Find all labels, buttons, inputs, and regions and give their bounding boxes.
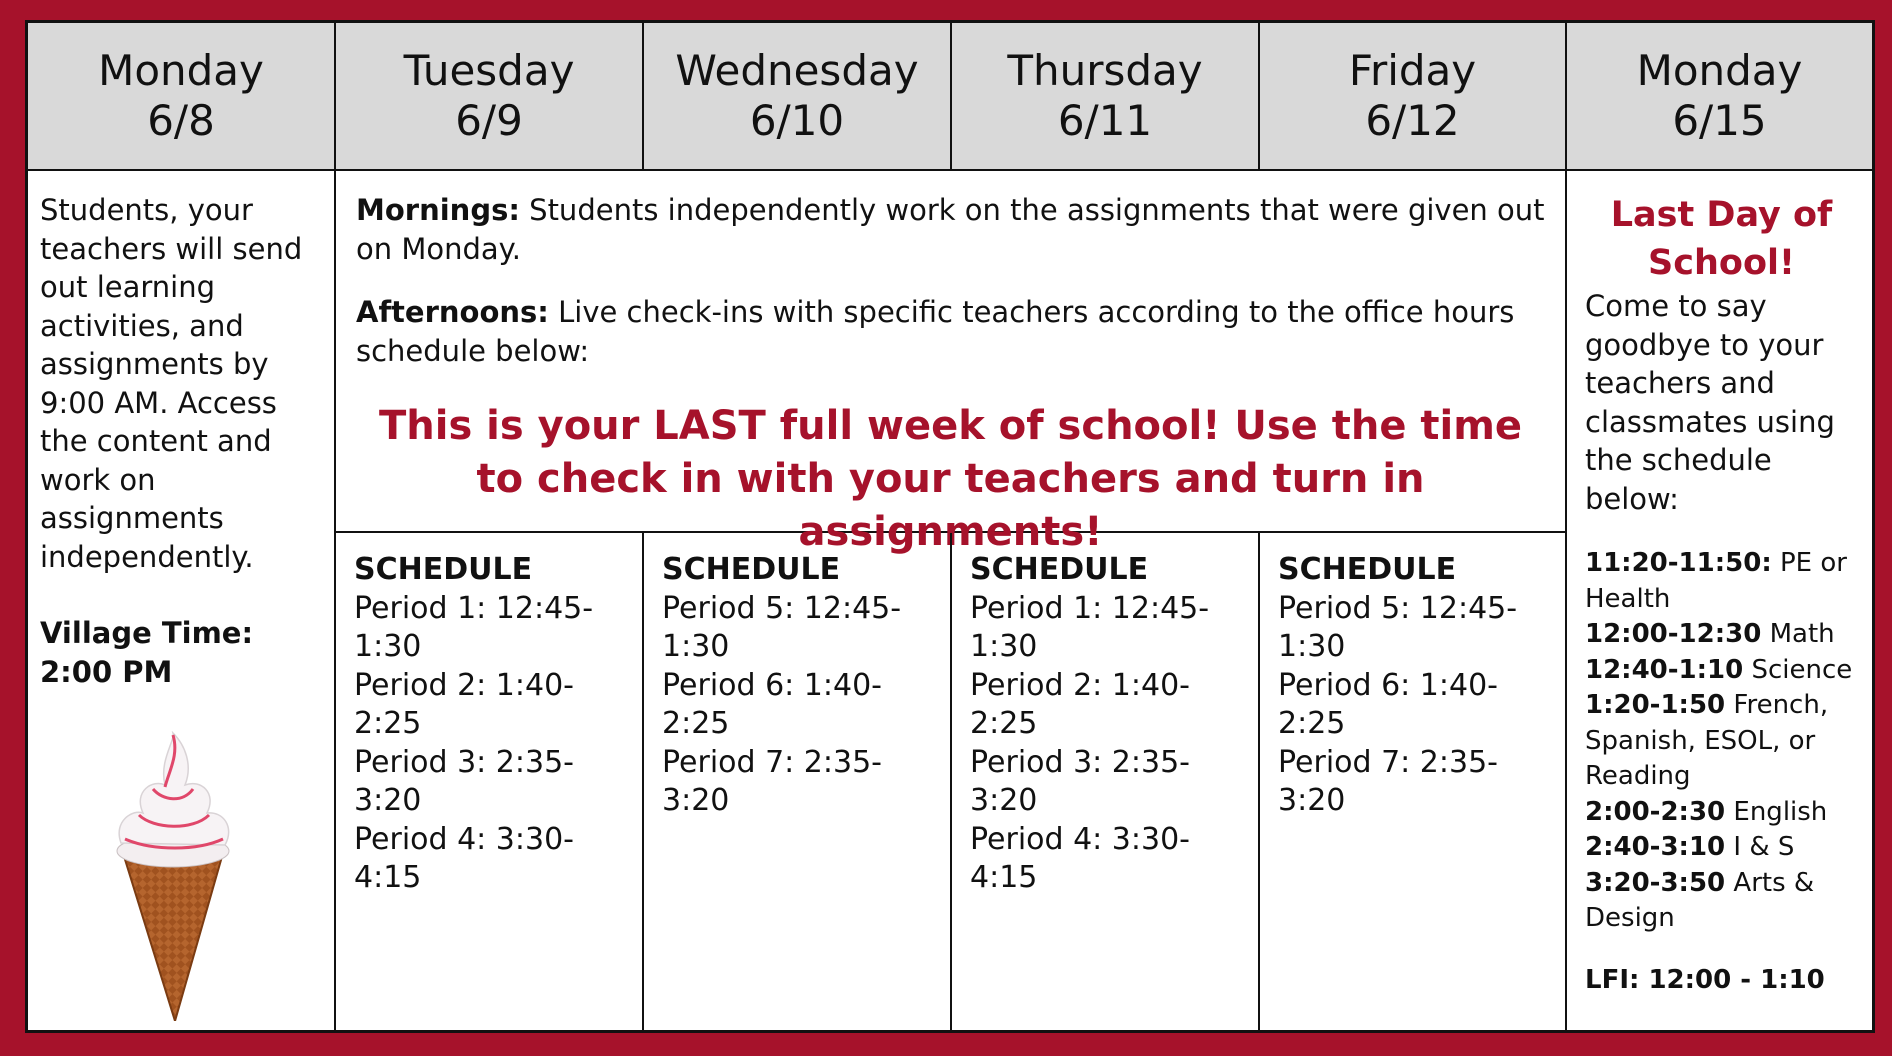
mornings-label: Mornings: [356,193,520,227]
slot-row [1585,653,1858,689]
day-date: 6/11 [1057,96,1153,145]
last-day-title-line: School! [1648,243,1795,283]
last-day-title-line: Last Day of [1610,195,1833,235]
schedule-period: Period 3: 2:35-3:20 [970,744,1191,818]
slot-subject: I & S [1725,832,1795,862]
weekly-calendar [25,20,1875,1033]
slot-subject: English [1725,796,1828,827]
day-name: Friday [1348,46,1477,95]
village-time-label: Village Time: [40,616,254,650]
schedule-period: Period 4: 3:30-4:15 [354,821,575,895]
midweek-instructions [336,171,1567,555]
day-date: 6/9 [455,96,523,145]
afternoons-label: Afternoons: [356,295,549,329]
schedule-period: Period 6: 1:40-2:25 [1278,667,1499,741]
schedule-period: Period 5: 12:45-1:30 [662,590,902,664]
day-date: 6/8 [147,96,215,145]
slot-time: 2:40-3:10 [1585,832,1726,862]
slot-time: 12:00-12:30 [1585,619,1762,649]
day-date: 6/10 [749,96,845,145]
monday-note [28,171,336,1033]
day-header-friday [1260,23,1567,171]
lfi-time: LFI: 12:00 - 1:10 [1585,964,1825,995]
day-name: Monday [1636,46,1803,95]
schedule-thursday [952,533,1260,1033]
last-day-column [1567,171,1872,1033]
last-day-intro: Come to say goodbye to your teachers and classmates using the schedule below: [1585,289,1835,516]
slot-subject: PE or Health [1585,548,1847,614]
day-name: Thursday [1007,46,1203,95]
schedule-period: Period 7: 2:35-3:20 [662,744,883,818]
schedule-title: SCHEDULE [662,552,841,587]
slot-row [1585,688,1858,795]
slot-subject: Arts & Design [1585,867,1815,933]
schedule-period: Period 2: 1:40-2:25 [970,667,1191,741]
slot-subject: Math [1761,619,1835,649]
schedule-period: Period 5: 12:45-1:30 [1278,590,1518,664]
slot-row [1585,617,1858,653]
day-header-thursday [952,23,1260,171]
slot-time: 2:00-2:30 [1585,796,1726,827]
day-name: Monday [98,46,264,95]
monday-note-text: Students, your teachers will send out learning activities, and assignments by 9:00 AM. Access the content and work on assignments independently. [40,193,303,574]
slot-row [1585,795,1858,831]
afternoons-paragraph [356,293,1545,370]
last-day-schedule [1585,546,1858,937]
slot-subject: French, Spanish, ESOL, or Reading [1585,690,1829,791]
day-header-wednesday [644,23,952,171]
slot-row [1585,830,1858,866]
slot-subject: Science [1743,654,1853,685]
schedule-period: Period 1: 12:45-1:30 [970,590,1210,664]
schedule-period: Period 2: 1:40-2:25 [354,667,575,741]
day-date: 6/12 [1365,96,1460,145]
slot-row [1585,546,1858,617]
mornings-text: Students independently work on the assignments that were given out on Monday. [356,193,1545,266]
day-name: Wednesday [675,46,919,95]
slot-time: 3:20-3:50 [1585,867,1726,898]
mornings-paragraph [356,191,1545,268]
last-day-title [1585,191,1858,287]
schedule-period: Period 1: 12:45-1:30 [354,590,594,664]
schedule-period: Period 4: 3:30-4:15 [970,821,1191,895]
slot-row [1585,866,1858,937]
schedule-title: SCHEDULE [354,552,533,587]
schedule-period: Period 3: 2:35-3:20 [354,744,575,818]
day-header-monday-6-8 [28,23,336,171]
last-week-banner: This is your LAST full week of school! Use the time to check in with your teachers and turn in assignments! [378,403,1523,555]
afternoons-text: Live check-ins with specific teachers according to the office hours schedule below: [356,295,1515,368]
schedule-tuesday [336,533,644,1033]
day-date: 6/15 [1672,96,1767,145]
day-header-monday-6-15 [1567,23,1872,171]
schedule-friday [1260,533,1567,1033]
schedule-title: SCHEDULE [1278,552,1457,587]
schedule-title: SCHEDULE [970,552,1149,587]
slot-time: 11:20-11:50: [1585,548,1772,578]
slot-time: 1:20-1:50 [1585,690,1726,720]
ice-cream-cone-icon [113,731,233,1021]
schedule-wednesday [644,533,952,1033]
village-time-value: 2:00 PM [40,654,173,689]
day-name: Tuesday [403,46,575,95]
schedule-period: Period 6: 1:40-2:25 [662,667,883,741]
slot-time: 12:40-1:10 [1585,654,1744,685]
day-header-tuesday [336,23,644,171]
schedule-period: Period 7: 2:35-3:20 [1278,744,1499,818]
